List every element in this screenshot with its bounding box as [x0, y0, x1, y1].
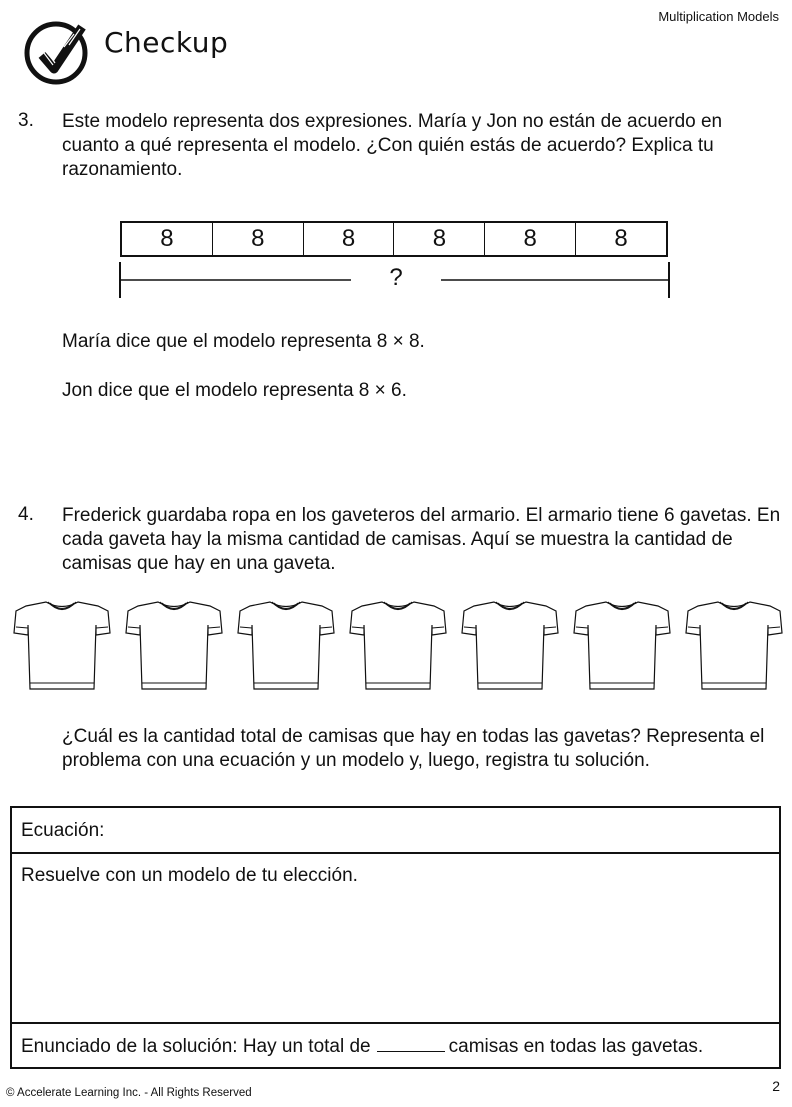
solution-prefix: Enunciado de la solución: Hay un total de — [21, 1036, 371, 1057]
shirt-icon — [574, 602, 670, 689]
shirt-icon — [350, 602, 446, 689]
question-3-number: 3. — [18, 110, 34, 131]
equation-row[interactable] — [12, 808, 779, 854]
shirts-row — [8, 597, 784, 693]
tape-cell: 8 — [614, 225, 628, 252]
question-4-number: 4. — [18, 504, 34, 525]
header-title: Multiplication Models — [658, 9, 779, 24]
checkup-logo-text: Checkup — [104, 26, 229, 59]
total-question-mark: ? — [389, 264, 403, 291]
shirt-icon — [126, 602, 222, 689]
tape-cell: 8 — [485, 223, 576, 255]
shirt-icon — [462, 602, 558, 689]
page-number: 2 — [772, 1078, 780, 1094]
tape-cell: 8 — [304, 223, 395, 255]
tape-diagram — [120, 221, 668, 257]
tape-cell: 8 — [394, 223, 485, 255]
model-area[interactable] — [12, 854, 779, 1024]
answer-box — [10, 806, 781, 1069]
solution-suffix: camisas en todas las gavetas. — [448, 1036, 704, 1057]
maria-statement: María dice que el modelo representa 8 × 8. — [62, 331, 425, 352]
checkmark-logo-icon — [22, 17, 90, 85]
solution-blank[interactable] — [377, 1035, 445, 1052]
question-4-text: Frederick guardaba ropa en los gaveteros del armario. El armario tiene 6 gavetas. En cada gaveta hay la misma cantidad de camisas. Aquí se muestra la cantidad de camisas que hay en una gaveta. — [62, 505, 781, 574]
question-3-text: Este modelo representa dos expresiones. María y Jon no están de acuerdo en cuanto a qué representa el modelo. ¿Con quién estás de acuerdo? Explica tu razonamiento. — [62, 111, 723, 180]
question-4-prompt: ¿Cuál es la cantidad total de camisas que hay en todas las gavetas? Representa el problema con una ecuación y un modelo y, luego, registra tu solución. — [62, 726, 765, 771]
model-label: Resuelve con un modelo de tu elección. — [21, 865, 358, 886]
tape-cell: 8 — [213, 223, 304, 255]
shirt-icon — [14, 602, 110, 689]
jon-statement: Jon dice que el modelo representa 8 × 6. — [62, 380, 407, 401]
shirt-icon — [238, 602, 334, 689]
shirt-icon — [686, 602, 782, 689]
tape-cell: 8 — [122, 223, 213, 255]
copyright-footer: © Accelerate Learning Inc. - All Rights Reserved — [6, 1087, 252, 1099]
solution-row — [12, 1024, 779, 1067]
equation-label: Ecuación: — [21, 820, 105, 841]
